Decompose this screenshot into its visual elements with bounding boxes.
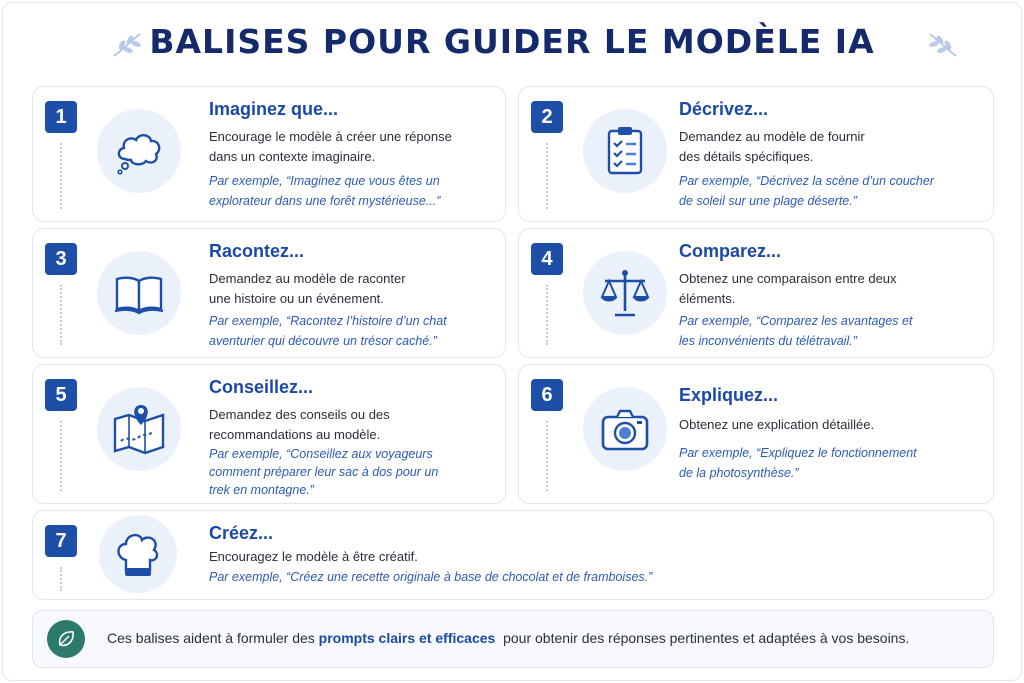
desc-line: Obtenez une explication détaillée. (679, 417, 875, 432)
example-line: de soleil sur une plage déserte.” (679, 194, 857, 208)
example-line: Par exemple, “Créez une recette originale à base de chocolat et de framboises.” (209, 570, 653, 584)
footer-text (107, 630, 909, 646)
card-title: Racontez... (209, 241, 305, 261)
card-title: Expliquez... (679, 385, 779, 405)
desc-line: une histoire ou un événement. (209, 291, 384, 306)
card-example (679, 311, 912, 351)
icon-circle (583, 251, 667, 335)
example-line: de la photosynthèse.” (679, 466, 799, 480)
icon-circle (97, 251, 181, 335)
desc-line: des détails spécifiques. (679, 149, 814, 164)
card-expliquez (518, 364, 994, 504)
footer-text-start: Ces balises aident à formuler des (107, 630, 319, 646)
example-line: Par exemple, “Expliquez le fonctionnement (679, 446, 917, 460)
card-decrivez (518, 86, 994, 222)
card-example (209, 311, 447, 351)
desc-line: Encouragez le modèle à être créatif. (209, 549, 418, 564)
example-line: Par exemple, “Conseillez aux voyageurs (209, 447, 433, 461)
card-description (209, 127, 452, 167)
card-number: 5 (45, 379, 77, 411)
thought-bubble-icon (111, 123, 167, 179)
card-title: Décrivez... (679, 99, 769, 119)
card-number: 4 (531, 243, 563, 275)
example-line: Par exemple, “Racontez l’histoire d’un chat (209, 314, 447, 328)
leaf-icon (56, 629, 76, 649)
card-conseillez (32, 364, 506, 504)
desc-line: Encourage le modèle à créer une réponse (209, 129, 452, 144)
card-example (209, 445, 438, 499)
card-comparez (518, 228, 994, 358)
example-line: Par exemple, “Décrivez la scène d’un coucher (679, 174, 934, 188)
card-imaginez (32, 86, 506, 222)
map-pin-icon (111, 401, 167, 457)
example-line: aventurier qui découvre un trésor caché.” (209, 334, 437, 348)
example-line: Par exemple, “Imaginez que vous êtes un (209, 174, 440, 188)
card-description (209, 269, 406, 309)
card-title: Comparez... (679, 241, 782, 261)
card-title: Imaginez que... (209, 99, 339, 119)
clipboard-checklist-icon (597, 123, 653, 179)
card-example (209, 567, 652, 587)
example-line: Par exemple, “Comparez les avantages et (679, 314, 913, 328)
desc-line: recommandations au modèle. (209, 427, 381, 442)
dotted-divider (60, 567, 64, 591)
icon-circle (97, 387, 181, 471)
footer-text-end: pour obtenir des réponses pertinentes et adaptées à vos besoins. (495, 630, 910, 646)
card-number: 1 (45, 101, 77, 133)
icon-circle (97, 109, 181, 193)
footer-note (32, 610, 994, 668)
card-creez (32, 510, 994, 600)
card-title: Créez... (209, 523, 274, 543)
card-number: 7 (45, 525, 77, 557)
desc-line: dans un contexte imaginaire. (209, 149, 376, 164)
card-title: Conseillez... (209, 377, 314, 397)
dotted-divider (60, 143, 64, 209)
example-line: explorateur dans une forêt mystérieuse...” (209, 194, 441, 208)
icon-circle (99, 515, 177, 593)
dotted-divider (546, 143, 550, 209)
desc-line: Demandez au modèle de raconter (209, 271, 406, 286)
card-example (679, 443, 917, 483)
card-number: 2 (531, 101, 563, 133)
dotted-divider (546, 285, 550, 345)
footer-highlight: prompts clairs et efficaces (318, 630, 496, 646)
dotted-divider (60, 285, 64, 345)
icon-circle (583, 109, 667, 193)
card-example (679, 171, 934, 211)
desc-line: Obtenez une comparaison entre deux (679, 271, 897, 286)
card-number: 6 (531, 379, 563, 411)
card-description (209, 405, 390, 445)
open-book-icon (111, 265, 167, 321)
card-racontez (32, 228, 506, 358)
card-description (209, 547, 418, 567)
scales-icon (597, 265, 653, 321)
camera-icon (597, 401, 653, 457)
dotted-divider (546, 421, 550, 491)
example-line: trek en montagne.” (209, 483, 314, 497)
card-description (679, 127, 865, 167)
desc-line: Demandez au modèle de fournir (679, 129, 865, 144)
card-example (209, 171, 440, 211)
chef-hat-icon (110, 526, 166, 582)
card-description (679, 269, 897, 309)
leaf-icon-badge (47, 620, 85, 658)
dotted-divider (60, 421, 64, 491)
desc-line: Demandez des conseils ou des (209, 407, 390, 422)
example-line: comment préparer leur sac à dos pour un (209, 465, 439, 479)
card-description (679, 415, 874, 435)
icon-circle (583, 387, 667, 471)
page-title: BALISES POUR GUIDER LE MODÈLE IA (149, 22, 875, 61)
desc-line: éléments. (679, 291, 736, 306)
example-line: les inconvénients du télétravail.” (679, 334, 857, 348)
card-number: 3 (45, 243, 77, 275)
